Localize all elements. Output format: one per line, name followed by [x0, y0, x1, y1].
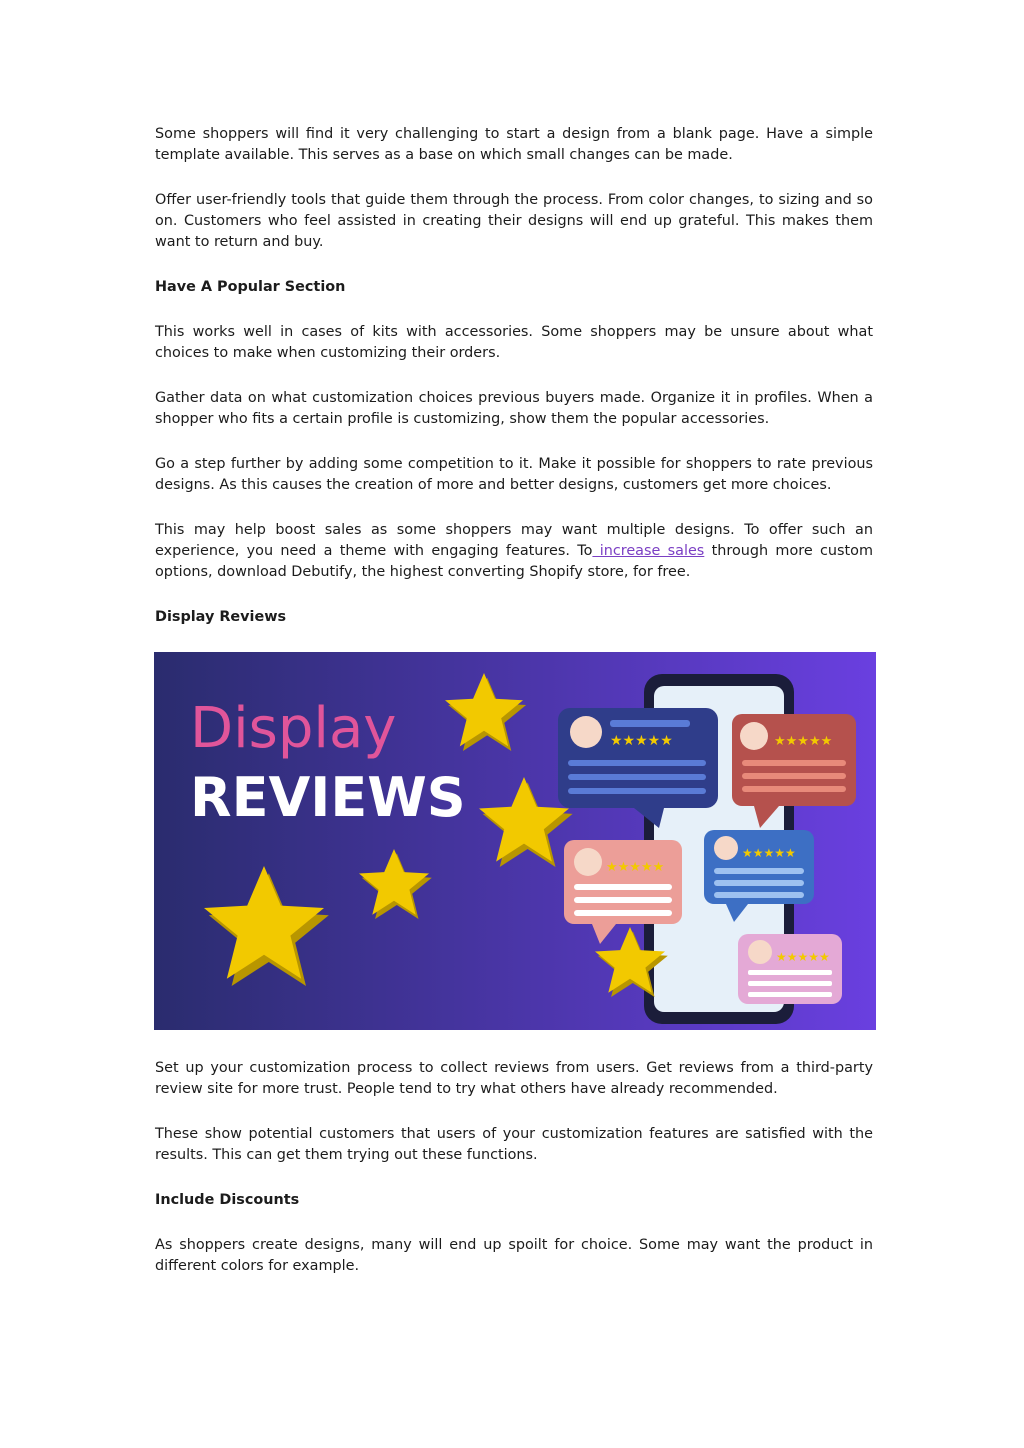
figure-title-display: Display: [190, 696, 397, 761]
section-heading-discounts: Include Discounts: [155, 1192, 300, 1208]
article-bottom: [155, 1058, 873, 1277]
sales-paragraph: [155, 520, 873, 583]
sales-text-before: This may help boost sales as some shoppers may want multiple designs. To offer such an experience, you need a theme with engaging features. To: [155, 522, 873, 559]
paragraph: This works well in cases of kits with accessories. Some shoppers may be unsure about what choices to make when customizing their orders.: [155, 324, 873, 361]
paragraph: Gather data on what customization choices previous buyers made. Organize it in profiles. When a shopper who fits a certain profile is customizing, show them the popular accessories.: [155, 390, 873, 427]
paragraph: As shoppers create designs, many will end up spoilt for choice. Some may want the product in different colors for example.: [155, 1237, 873, 1274]
article-top: [155, 124, 873, 628]
paragraph: These show potential customers that users of your customization features are satisfied with the results. This can get them trying out these functions.: [155, 1126, 873, 1163]
paragraph: Some shoppers will find it very challenging to start a design from a blank page. Have a simple template available. This serves as a base on which small changes can be made.: [155, 126, 873, 163]
svg-text:★★★★★: ★★★★★: [606, 860, 665, 875]
paragraph: Go a step further by adding some competition to it. Make it possible for shoppers to rate previous designs. As this causes the creation of more and better designs, customers get more choices.: [155, 456, 873, 493]
section-heading-popular: Have A Popular Section: [155, 279, 346, 295]
paragraph: Set up your customization process to collect reviews from users. Get reviews from a third-party review site for more trust. People tend to try what others have already recommended.: [155, 1060, 873, 1097]
review-bubble-icon: [738, 934, 842, 1004]
svg-text:★★★★★: ★★★★★: [774, 734, 833, 749]
display-reviews-illustration: [154, 652, 876, 1030]
svg-text:★★★★★: ★★★★★: [776, 950, 830, 964]
figure-title-reviews: REVIEWS: [190, 766, 466, 829]
increase-sales-link[interactable]: increase sales: [592, 543, 705, 559]
section-heading-reviews: Display Reviews: [155, 609, 287, 625]
sales-text-after: through more custom options, download Debutify, the highest converting Shopify store, for free.: [155, 543, 873, 580]
svg-text:★★★★★: ★★★★★: [610, 733, 673, 749]
svg-text:★★★★★: ★★★★★: [742, 846, 796, 860]
paragraph: Offer user-friendly tools that guide them through the process. From color changes, to sizing and so on. Customers who feel assisted in creating their designs will end up grateful. This makes them want to return and buy.: [155, 192, 873, 250]
